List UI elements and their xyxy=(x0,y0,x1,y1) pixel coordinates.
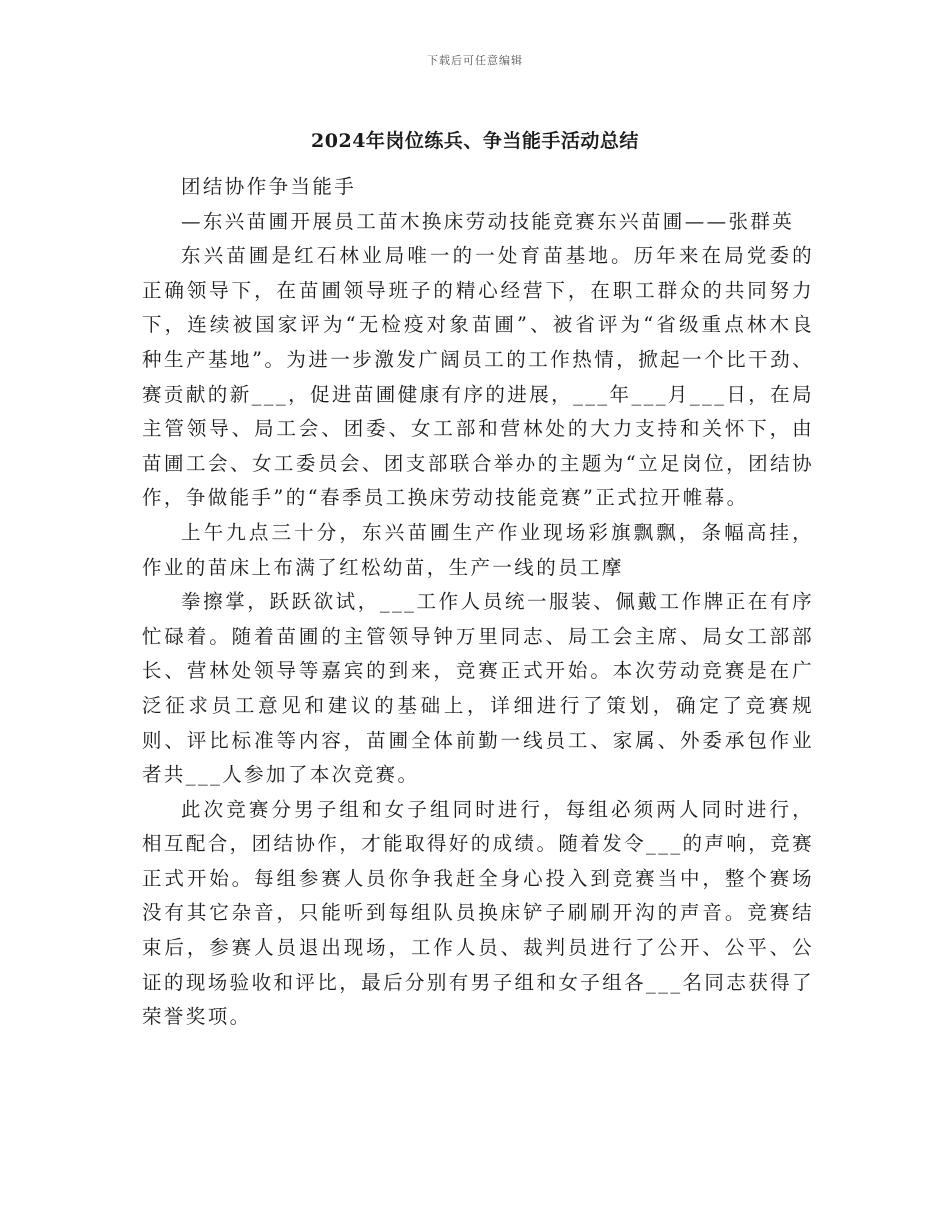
document-title: 2024年岗位练兵、争当能手活动总结 xyxy=(311,130,639,152)
paragraph: 东兴苗圃是红石林业局唯一的一处育苗基地。历年来在局党委的正确领导下，在苗圃领导班子的精心经营下，在职工群众的共同努力下，连续被国家评为“无检疫对象苗圃”、被省评为“省级重点林木良种生产基地”。为进一步激发广阔员工的工作热情，掀起一个比干劲、赛贡献的新___，促进苗圃健康有序的进展，___年___月___日，在局主管领导、局工会、团委、女工部和营林处的大力支持和关怀下，由苗圃工会、女工委员会、团支部联合举办的主题为“立足岗位，团结协作，争做能手”的“春季员工换床劳动技能竞赛”正式拉开帷幕。 xyxy=(142,244,814,510)
paragraph: 此次竞赛分男子组和女子组同时进行，每组必须两人同时进行，相互配合，团结协作，才能取得好的成绩。随着发令___的声响，竞赛正式开始。每组参赛人员你争我赶全身心投入到竞赛当中，整个赛场没有其它杂音，只能听到每组队员换床铲子刷刷开沟的声音。竞赛结束后，参赛人员退出现场，工作人员、裁判员进行了公开、公平、公证的现场验收和评比，最后分别有男子组和女子组各___名同志获得了荣誉奖项。 xyxy=(142,797,814,1029)
document-body xyxy=(142,170,814,1035)
subtitle: 团结协作争当能手 xyxy=(181,175,357,198)
paragraph: 拳擦掌，跃跃欲试，___工作人员统一服装、佩戴工作牌正在有序忙碌着。随着苗圃的主管领导钟万里同志、局工会主席、局女工部部长、营林处领导等嘉宾的到来，竞赛正式开始。本次劳动竞赛是在广泛征求员工意见和建议的基础上，详细进行了策划，确定了竞赛规则、评比标准等内容，苗圃全体前勤一线员工、家属、外委承包作业者共___人参加了本次竞赛。 xyxy=(142,590,814,787)
header-note: 下载后可任意编辑 xyxy=(427,54,523,67)
byline: —东兴苗圃开展员工苗木换床劳动技能竞赛东兴苗圃——张群英 xyxy=(181,209,795,233)
paragraph: 上午九点三十分，东兴苗圃生产作业现场彩旗飘飘，条幅高挂，作业的苗床上布满了红松幼苗，生产一线的员工摩 xyxy=(142,520,814,579)
